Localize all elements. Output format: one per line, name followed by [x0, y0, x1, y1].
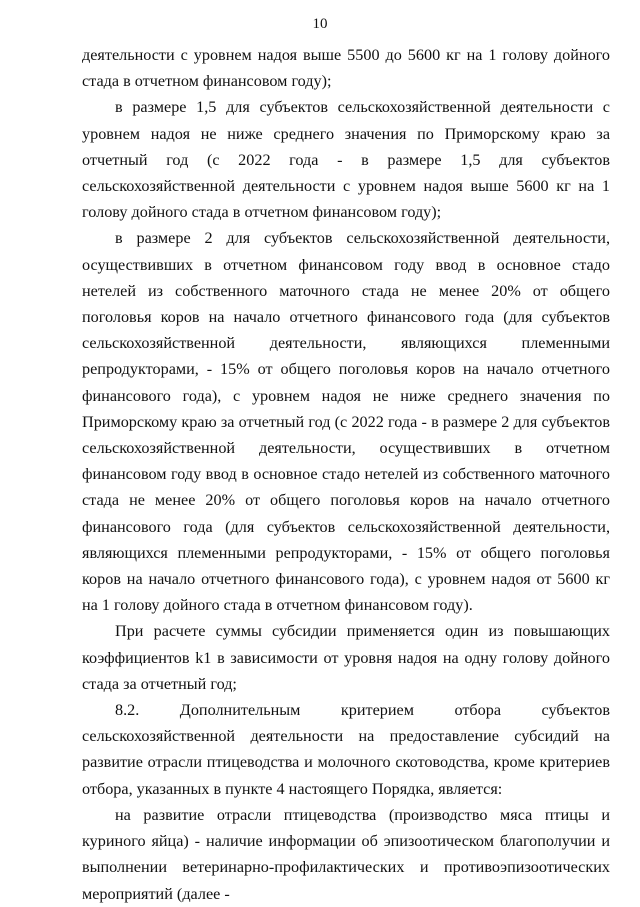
paragraph: 8.2. Дополнительным критерием отбора субъектов сельскохозяйственной деятельности на предоставление субсидий на развитие отрасли птицеводства и молочного скотоводства, кроме критериев отбора, указанных в пункте 4 настоящего Порядка, является: — [82, 701, 610, 798]
paragraph: в размере 1,5 для субъектов сельскохозяйственной деятельности с уровнем надоя не ниже среднего значения по Приморскому краю за отчетный год (с 2022 года - в размере 1,5 для субъектов сельскохозяйственной деятельности с уровнем надоя выше 5600 кг на 1 голову дойного стада в отчетном финансовом году); — [82, 98, 610, 222]
paragraph: При расчете суммы субсидии применяется один из повышающих коэффициентов k1 в зависимости от уровня надоя на одну голову дойного стада за отчетный год; — [82, 622, 610, 693]
page-number: 10 — [312, 16, 328, 32]
paragraph: в размере 2 для субъектов сельскохозяйственной деятельности, осуществивших в отчетном финансовом году ввод в основное стадо нетелей из собственного маточного стада не менее 20% от общего поголовья коров на начало отчетного финансового года (для субъектов сельскохозяйственной деятельности, являющихся племенными репродукторами, - 15% от общего поголовья коров на начало отчетного финансового года), с уровнем надоя не ниже среднего значения по Приморскому краю за отчетный год (с 2022 года - в размере 2 для субъектов сельскохозяйственной деятельности, осуществивших в отчетном финансовом году ввод в основное стадо нетелей из собственного маточного стада не менее 20% от общего поголовья коров на начало отчетного финансового года (для субъектов сельскохозяйственной деятельности, являющихся племенными репродукторами, - 15% от общего поголовья коров на начало отчетного финансового года), с уровнем надоя от 5600 кг на 1 голову дойного стада в отчетном финансовом году). — [82, 229, 610, 615]
document-body — [82, 42, 610, 907]
paragraph: деятельности с уровнем надоя выше 5500 до 5600 кг на 1 голову дойного стада в отчетном финансовом году); — [82, 46, 610, 91]
paragraph: на развитие отрасли птицеводства (производство мяса птицы и куриного яйца) - наличие информации об эпизоотическом благополучии и выполнении ветеринарно-профилактических и противоэпизоотических мероприятий (далее - — [82, 805, 610, 903]
